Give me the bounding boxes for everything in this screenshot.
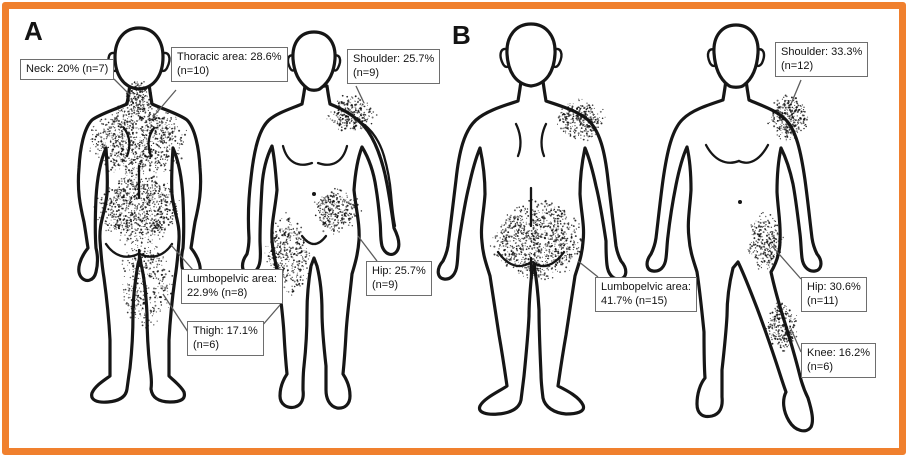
callout-text-line: Thoracic area: 28.6% xyxy=(177,51,282,63)
panel-a-posterior-body xyxy=(78,28,200,402)
callout-text-line: (n=9) xyxy=(372,279,398,292)
callout-text-line: Hip: 25.7% xyxy=(372,265,426,277)
callout-text-line: Shoulder: 33.3% xyxy=(781,46,863,58)
callout-a-thigh xyxy=(187,321,264,356)
callout-text-line: (n=10) xyxy=(177,65,210,78)
panel-b-label: B xyxy=(452,20,472,50)
callout-text-line: Hip: 30.6% xyxy=(807,281,861,293)
callout-text-line: Neck: 20% (n=7) xyxy=(26,63,109,75)
callout-text-line: (n=6) xyxy=(193,339,219,352)
callout-text-line: 22.9% (n=8) xyxy=(187,287,248,300)
callout-text-line: (n=11) xyxy=(807,295,839,308)
callout-b-shoulder xyxy=(775,42,868,77)
callout-b-hip xyxy=(801,277,867,312)
leader-line-shoulder xyxy=(791,80,801,104)
body-outlines xyxy=(78,24,821,431)
callout-text-line: Knee: 16.2% xyxy=(807,347,870,359)
callout-text-line: Shoulder: 25.7% xyxy=(353,53,435,65)
callout-text-line: 41.7% (n=15) xyxy=(601,295,668,308)
callout-text-line: Lumbopelvic area: xyxy=(187,273,277,285)
callout-a-hip xyxy=(366,261,432,296)
callout-text-line: Thigh: 17.1% xyxy=(193,325,258,337)
panel-a-label: A xyxy=(24,16,44,46)
callout-text-line: (n=6) xyxy=(807,361,833,374)
callout-text-line: (n=12) xyxy=(781,60,814,73)
leader-line-thigh xyxy=(261,305,280,327)
callout-a-neck xyxy=(20,59,114,80)
callout-text-line: Lumbopelvic area: xyxy=(601,281,691,293)
callout-b-lumbopelvic-area xyxy=(595,277,697,312)
callout-a-thoracic-area xyxy=(171,47,288,82)
panel-b-anterior-body xyxy=(647,25,821,431)
callout-a-lumbopelvic-area xyxy=(181,269,283,304)
callout-a-shoulder xyxy=(347,49,440,84)
leader-line-lumbopelvic-area xyxy=(578,261,598,277)
leader-line-hip xyxy=(358,236,377,261)
callout-text-line: (n=9) xyxy=(353,67,379,80)
callout-b-knee xyxy=(801,343,876,378)
